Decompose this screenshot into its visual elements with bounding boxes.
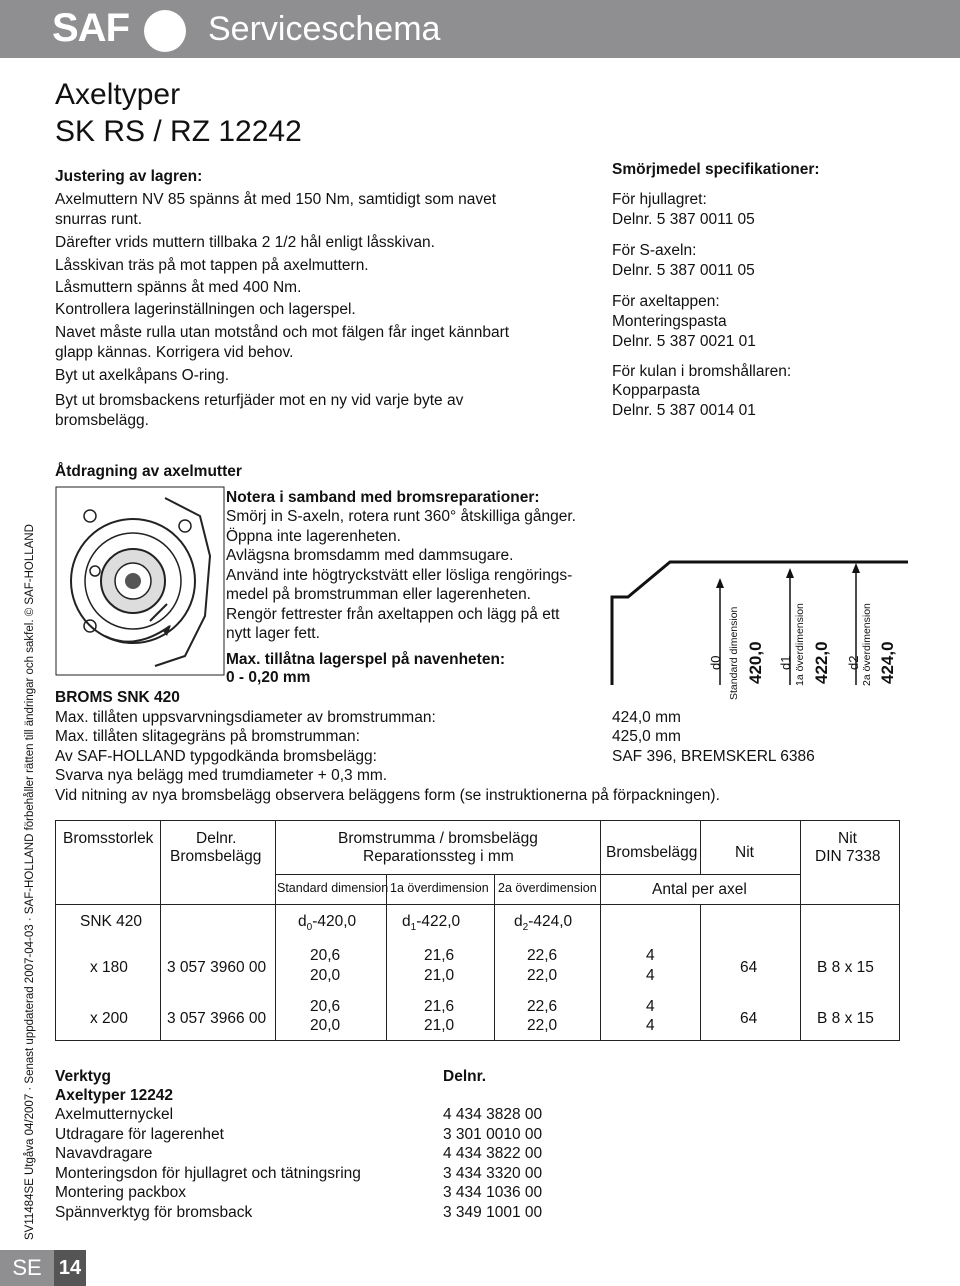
table-row-delnr: 3 057 3966 00 [167, 1010, 267, 1027]
table-col-rule [275, 820, 276, 1040]
th-sub-standard: Standard dimension [277, 881, 389, 895]
lube-line: För kulan i bromshållaren: [612, 363, 792, 380]
table-row-d1: 21,6 [424, 998, 455, 1015]
table-col-rule [160, 820, 161, 1040]
tool-nr: 3 434 1036 00 [443, 1184, 543, 1201]
table-border-bottom [55, 1040, 900, 1041]
broms-label: Max. tillåten uppsvarvningsdiameter av bromstrumman: [55, 709, 436, 726]
table-row-belagg: 4 [646, 1017, 655, 1034]
adjust-line: Byt ut axelkåpans O-ring. [55, 367, 230, 384]
tool-nr: 4 434 3822 00 [443, 1145, 543, 1162]
table-border-left [55, 820, 56, 1040]
adjust-line: Låsskivan träs på mot tappen på axelmuttern. [55, 257, 369, 274]
dim-d1-value: 422,0 [812, 641, 831, 684]
table-row-size: x 180 [90, 959, 128, 976]
saf-logo: SAF [52, 6, 129, 50]
tool-nr: 3 349 1001 00 [443, 1204, 543, 1221]
table-col-rule [386, 874, 387, 1040]
tools-heading: Verktyg [55, 1068, 112, 1085]
tighten-heading: Åtdragning av axelmutter [55, 463, 242, 480]
adjust-line: Axelmuttern NV 85 spänns åt med 150 Nm, samtidigt som navet [55, 191, 497, 208]
broms-value: 425,0 mm [612, 728, 681, 745]
th-delnr: Delnr. [196, 830, 237, 847]
lube-heading: Smörjmedel specifikationer: [612, 161, 820, 178]
lube-line: Delnr. 5 387 0011 05 [612, 211, 755, 228]
lube-line: För axeltappen: [612, 293, 720, 310]
th-drum: Bromstrumma / bromsbelägg [338, 830, 538, 847]
table-row-nit: 64 [740, 959, 758, 976]
th-drum-2: Reparationssteg i mm [363, 848, 514, 865]
tool-name: Montering packbox [55, 1184, 186, 1201]
table-row-size: x 200 [90, 1010, 128, 1027]
note-heading: Notera i samband med bromsreparationer: [226, 489, 540, 506]
note-line: Öppna inte lagerenheten. [226, 528, 401, 545]
adjust-heading: Justering av lagren: [55, 168, 203, 185]
broms-value: SAF 396, BREMSKERL 6386 [612, 748, 815, 765]
table-subheader-rule [275, 874, 800, 875]
lube-line: Kopparpasta [612, 382, 700, 399]
table-row-d0: 20,6 [310, 947, 341, 964]
tool-nr: 4 434 3828 00 [443, 1106, 543, 1123]
tool-name: Utdragare för lagerenhet [55, 1126, 224, 1143]
tool-name: Monteringsdon för hjullagret och tätningsring [55, 1165, 361, 1182]
adjust-line: Navet måste rulla utan motstånd och mot fälgen får inget kännbart [55, 324, 510, 341]
dim-d2-symbol: d2 [846, 655, 861, 670]
page-subtitle: SK RS / RZ 12242 [55, 115, 302, 148]
lube-line: Delnr. 5 387 0011 05 [612, 262, 755, 279]
page-number: 14 [54, 1250, 86, 1286]
hub-illustration [55, 486, 225, 676]
table-row-d1: 21,6 [424, 947, 455, 964]
dim-d0-symbol: d0 [708, 655, 723, 670]
lube-line: För S-axeln: [612, 242, 697, 259]
dim-d2-value: 424,0 [878, 641, 897, 684]
cell-d0: $d_0-420,0$ [298, 913, 357, 934]
dim-d0-label: Standard dimension [728, 606, 740, 700]
th-belagg: Bromsbelägg [606, 844, 698, 861]
adjust-line: Byt ut bromsbackens returfjäder mot en ny vid varje byte av [55, 392, 464, 409]
th-size: Bromsstorlek [63, 830, 154, 847]
logo-circle-icon [144, 10, 186, 52]
tools-delnr-heading: Delnr. [443, 1068, 487, 1085]
cell-size: SNK 420 [80, 913, 143, 930]
language-tag: SE [0, 1250, 54, 1286]
lube-line: Monteringspasta [612, 313, 727, 330]
broms-value: 424,0 mm [612, 709, 681, 726]
adjust-line: Därefter vrids muttern tillbaka 2 1/2 hål enligt låsskivan. [55, 234, 435, 251]
table-border-top [55, 820, 900, 821]
note-line: medel på bromstrumman eller lagerenheten. [226, 586, 531, 603]
cell-d1: $d_1-422,0$ [402, 913, 461, 934]
th-nitdin-2: DIN 7338 [815, 848, 881, 865]
table-row-d1: 21,0 [424, 1017, 455, 1034]
tool-name: Spännverktyg för bromsback [55, 1204, 253, 1221]
table-border-right [899, 820, 900, 1040]
broms-heading: BROMS SNK 420 [55, 689, 180, 706]
tool-name: Navavdragare [55, 1145, 153, 1162]
lube-line: För hjullagret: [612, 191, 707, 208]
table-col-rule [700, 820, 701, 874]
tool-name: Axelmutternyckel [55, 1106, 174, 1123]
table-header-rule [55, 904, 900, 905]
note-line: Avlägsna bromsdamm med dammsugare. [226, 547, 514, 564]
table-row-d2: 22,0 [527, 1017, 558, 1034]
dim-d1-label: 1a överdimension [794, 603, 806, 686]
table-col-rule [800, 820, 801, 1040]
table-row-belagg: 4 [646, 967, 655, 984]
broms-line: Svarva nya belägg med trumdiameter + 0,3 mm. [55, 767, 388, 784]
adjust-line: Låsmuttern spänns åt med 400 Nm. [55, 279, 302, 296]
broms-line: Vid nitning av nya bromsbelägg observera beläggens form (se instruktionerna på förpackningen). [55, 787, 720, 804]
adjust-line: glapp kännas. Korrigera vid behov. [55, 344, 294, 361]
dim-d1-symbol: d1 [778, 655, 793, 670]
table-row-d2: 22,6 [527, 998, 558, 1015]
dim-d0-value: 420,0 [746, 641, 765, 684]
adjust-line: Kontrollera lagerinställningen och lagerspel. [55, 301, 356, 318]
table-row-din: B 8 x 15 [817, 959, 874, 976]
th-count: Antal per axel [652, 881, 747, 898]
table-col-rule [494, 874, 495, 1040]
max-play-heading: Max. tillåtna lagerspel på navenheten: [226, 651, 506, 668]
tools-subheading: Axeltyper 12242 [55, 1087, 174, 1104]
table-row-d0: 20,0 [310, 1017, 341, 1034]
lube-line: Delnr. 5 387 0021 01 [612, 333, 756, 350]
tool-nr: 3 434 3320 00 [443, 1165, 543, 1182]
table-row-d0: 20,6 [310, 998, 341, 1015]
th-nitdin: Nit [838, 830, 857, 847]
cell-d2-value: -424,0 [528, 913, 573, 930]
table-row-d0: 20,0 [310, 967, 341, 984]
cell-d1-value: -422,0 [416, 913, 461, 930]
lube-line: Delnr. 5 387 0014 01 [612, 402, 756, 419]
th-sub-1a: 1a överdimension [390, 881, 489, 895]
note-line: nytt lager fett. [226, 625, 320, 642]
tool-nr: 3 301 0010 00 [443, 1126, 543, 1143]
table-col-rule [600, 820, 601, 1040]
broms-label: Max. tillåten slitagegräns på bromstrumman: [55, 728, 360, 745]
side-legal-text: SV11484SE Utgåva 04/2007 · Senast uppdaterad 2007-04-03 · SAF-HOLLAND förbehåller rätten till ändringar och sakfel. © SAF-HOLLAND [24, 524, 36, 1240]
header-title: Serviceschema [208, 10, 441, 48]
adjust-line: snurras runt. [55, 211, 143, 228]
table-row-d2: 22,6 [527, 947, 558, 964]
table-col-rule [700, 904, 701, 1040]
table-row-belagg: 4 [646, 947, 655, 964]
th-nit: Nit [735, 844, 754, 861]
table-row-delnr: 3 057 3960 00 [167, 959, 267, 976]
dim-d2-label: 2a överdimension [861, 603, 873, 686]
table-row-d1: 21,0 [424, 967, 455, 984]
broms-label: Av SAF-HOLLAND typgodkända bromsbelägg: [55, 748, 377, 765]
max-play-value: 0 - 0,20 mm [226, 669, 311, 686]
note-line: Rengör fettrester från axeltappen och lägg på ett [226, 606, 560, 623]
th-sub-2a: 2a överdimension [498, 881, 597, 895]
table-row-belagg: 4 [646, 998, 655, 1015]
note-line: Använd inte högtryckstvätt eller lösliga rengörings- [226, 567, 573, 584]
table-row-nit: 64 [740, 1010, 758, 1027]
cell-d2: $d_2-424,0$ [514, 913, 573, 934]
note-line: Smörj in S-axeln, rotera runt 360° åtskilliga gånger. [226, 508, 576, 525]
cell-d0-value: -420,0 [312, 913, 357, 930]
adjust-line: bromsbelägg. [55, 412, 149, 429]
page-title: Axeltyper [55, 78, 181, 111]
table-row-d2: 22,0 [527, 967, 558, 984]
table-row-din: B 8 x 15 [817, 1010, 874, 1027]
th-delnr-2: Bromsbelägg [170, 848, 262, 865]
